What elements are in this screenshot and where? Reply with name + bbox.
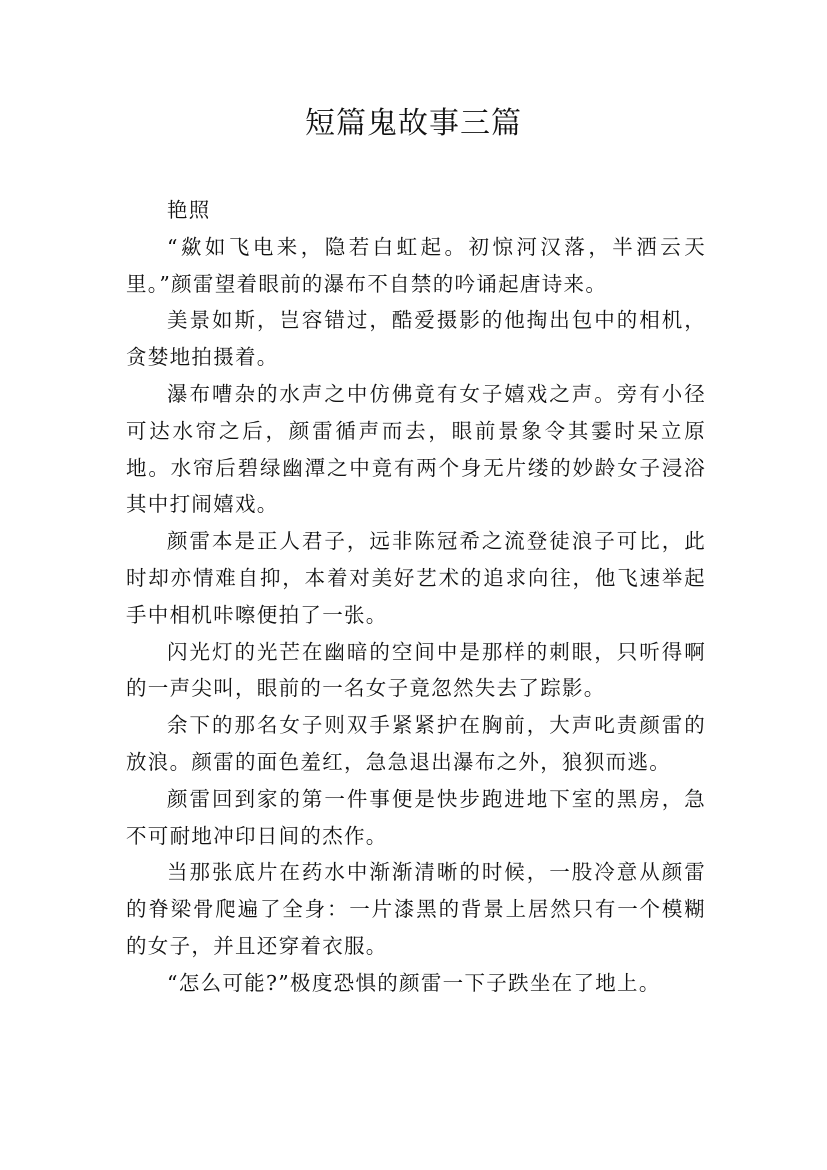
document-title: 短篇鬼故事三篇 xyxy=(305,106,522,141)
paragraph: “怎么可能?”极度恐惧的颜雷一下子跌坐在了地上。 xyxy=(167,970,661,995)
paragraph: 余下的那名女子则双手紧紧护在胸前，大声叱责颜雷的放浪。颜雷的面色羞红，急急退出瀑布之外，狼狈而逃。 xyxy=(126,713,706,774)
paragraph: “歘如飞电来，隐若白虹起。初惊河汉落，半洒云天里。”颜雷望着眼前的瀑布不自禁的吟诵起唐诗来。 xyxy=(126,234,706,296)
story-title: 艳照 xyxy=(167,198,211,222)
paragraph: 瀑布嘈杂的水声之中仿佛竟有女子嬉戏之声。旁有小径可达水帘之后，颜雷循声而去，眼前景象令其霎时呆立原地。水帘后碧绿幽潭之中竟有两个身无片缕的妙龄女子浸浴其中打闹嬉戏。 xyxy=(126,381,706,517)
paragraph: 颜雷回到家的第一件事便是快步跑进地下室的黑房，急不可耐地冲印日间的杰作。 xyxy=(126,786,706,848)
paragraph: 颜雷本是正人君子，远非陈冠希之流登徒浪子可比，此时却亦情难自抑，本着对美好艺术的追求向往，他飞速举起手中相机咔嚓便拍了一张。 xyxy=(126,529,706,627)
paragraph: 闪光灯的光芒在幽暗的空间中是那样的刺眼，只听得啊的一声尖叫，眼前的一名女子竟忽然失去了踪影。 xyxy=(126,639,706,701)
document-body xyxy=(126,192,706,1002)
paragraph: 当那张底片在药水中渐渐清晰的时候，一股冷意从颜雷的脊梁骨爬遍了全身：一片漆黑的背景上居然只有一个模糊的女子，并且还穿着衣服。 xyxy=(126,860,706,958)
paragraph: 美景如斯，岂容错过，酷爱摄影的他掏出包中的相机，贪婪地拍摄着。 xyxy=(126,308,706,370)
